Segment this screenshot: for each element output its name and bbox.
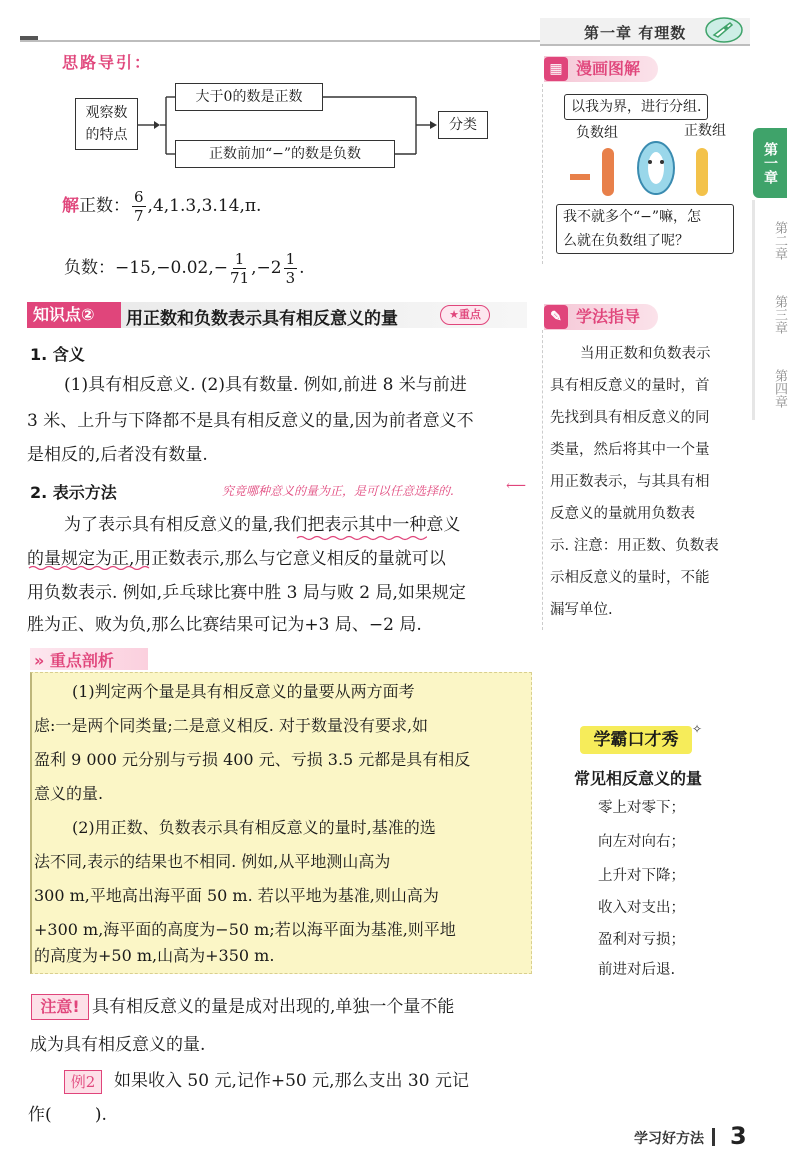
- knowledge-point-title: 用正数和负数表示具有相反意义的量: [126, 309, 398, 329]
- wavy-underline: [27, 530, 427, 570]
- analysis-line-5: (2)用正数、负数表示具有相反意义的量时,基准的选: [72, 818, 436, 837]
- sparkle-icon: ✧: [692, 722, 703, 736]
- example-line-1: 如果收入 50 元,记作+50 元,那么支出 30 元记: [114, 1071, 469, 1091]
- pair-item-1: 零上对零下；: [598, 800, 685, 816]
- fraction-6-7: [132, 188, 146, 225]
- tab-chapter-4[interactable]: 第四章: [772, 368, 787, 408]
- study-method-line-1: 当用正数和负数表示: [580, 346, 711, 362]
- knowledge-point-badge: 知识点②: [27, 302, 121, 328]
- fraction-1-71: [230, 250, 249, 287]
- observe-box: 观察数 的特点: [75, 98, 138, 150]
- fraction-1-3: [284, 250, 298, 287]
- xueba-tag: 学霸口才秀: [580, 726, 692, 754]
- comic-bubble-top: 以我为界，进行分组.: [564, 94, 708, 120]
- study-method-line-7: 示. 注意：用正数、负数表: [550, 538, 719, 554]
- study-method-line-6: 反意义的量就用负数表: [550, 506, 695, 522]
- analysis-line-7: 300 m,平地高出海平面 50 m. 若以平地为基准,则山高为: [34, 886, 439, 905]
- chapter-title: 第一章 有理数: [584, 24, 687, 42]
- method-heading: 2. 表示方法: [30, 483, 117, 502]
- positive-group-label: 正数组: [684, 123, 726, 139]
- analysis-label-text: 重点剖析: [49, 651, 114, 670]
- example-line-2: 作( ).: [28, 1105, 107, 1125]
- analysis-line-3: 盈利 9 000 元分别与亏损 400 元、亏损 3.5 元都是具有相反: [34, 750, 471, 769]
- frac2-num: 1: [234, 250, 245, 268]
- comic-figures: [566, 140, 726, 198]
- comic-bubble-bottom: 我不就多个“−”嘛，怎 么就在负数组了呢？: [556, 204, 734, 254]
- positive-rest: ,4,1.3,3.14,π.: [147, 196, 262, 216]
- double-chevron-icon: »: [34, 651, 45, 670]
- frac3-num: 1: [285, 250, 296, 268]
- analysis-line-9: 的高度为+50 m,山高为+350 m.: [34, 946, 275, 965]
- meaning-line-2: 3 米、上升与下降都不是具有相反意义的量,因为前者意义不: [27, 411, 474, 431]
- solution-negative: [64, 250, 305, 287]
- analysis-box: [30, 672, 532, 974]
- page-number: 3: [730, 1122, 747, 1150]
- method-line-3: 用负数表示. 例如,乒乓球比赛中胜 3 局与败 2 局,如果规定: [27, 583, 466, 603]
- analysis-line-4: 意义的量.: [34, 784, 104, 803]
- frac2-den: 71: [230, 269, 250, 287]
- tab-chapter-2[interactable]: 第二章: [772, 220, 787, 260]
- tab-chapter-3[interactable]: 第三章: [772, 294, 787, 334]
- solution-positive: [62, 188, 261, 225]
- study-method-line-5: 用正数表示，与其具有相: [550, 474, 710, 490]
- meaning-heading: 1. 含义: [30, 345, 85, 364]
- chapter-tabs-divider: [752, 200, 755, 420]
- example-badge: 例2: [64, 1070, 102, 1094]
- pair-item-2: 向左对向右；: [598, 834, 685, 850]
- footer-separator: [712, 1128, 715, 1146]
- positive-rule-box: 大于0的数是正数: [175, 83, 323, 111]
- analysis-line-8: +300 m,海平面的高度为−50 m;若以海平面为基准,则平地: [34, 920, 456, 939]
- header-rule: [20, 40, 540, 42]
- guide-title: 思路导引：: [62, 53, 153, 72]
- pencil-icon: ✎: [544, 305, 568, 329]
- method-line-2: 的量规定为正,用正数表示,那么与它意义相反的量就可以: [27, 549, 446, 569]
- negative-prefix: 负数：−15,−0.02,−: [64, 258, 229, 278]
- pair-item-3: 上升对下降；: [598, 868, 685, 884]
- comic-tag: 漫画图解: [544, 56, 658, 82]
- frac1-den: 7: [134, 207, 144, 225]
- meaning-line-3: 是相反的,后者没有数量.: [27, 445, 208, 465]
- frac3-den: 3: [285, 269, 296, 287]
- analysis-line-1: (1)判定两个量是具有相反意义的量要从两方面考: [72, 682, 415, 701]
- frac1-num: 6: [134, 188, 144, 206]
- analysis-line-2: 虑:一是两个同类量;二是意义相反. 对于数量没有要求,如: [34, 716, 429, 735]
- study-method-line-8: 示相反意义的量时，不能: [550, 570, 710, 586]
- footer-label: 学习好方法: [634, 1131, 704, 1147]
- study-method-line-4: 类量，然后将其中一个量: [550, 442, 710, 458]
- solution-label: 解: [62, 196, 79, 216]
- method-line-4: 胜为正、败为负,那么比赛结果可记为+3 局、−2 局.: [27, 615, 422, 635]
- study-method-tag: 学法指导: [544, 304, 658, 330]
- pair-item-5: 盈利对亏损；: [598, 932, 685, 948]
- pair-item-4: 收入对支出；: [598, 900, 685, 916]
- study-method-line-9: 漏写单位.: [550, 602, 613, 618]
- rocket-icon: [700, 15, 744, 45]
- meaning-line-1: (1)具有相反意义. (2)具有数量. 例如,前进 8 米与前进: [64, 375, 467, 395]
- grid-icon: ▦: [544, 57, 568, 81]
- classify-box: 分类: [438, 111, 488, 139]
- analysis-label: [34, 648, 114, 671]
- method-handwritten-note: 究竟哪种意义的量为正，是可以任意选择的.: [222, 484, 454, 498]
- negative-rule-box: 正数前加“−”的数是负数: [175, 140, 395, 168]
- method-line-1: 为了表示具有相反意义的量,我们把表示其中一种意义: [64, 515, 461, 535]
- study-method-line-2: 具有相反意义的量时，首: [550, 378, 710, 394]
- key-point-star-badge: ★重点: [440, 305, 490, 325]
- common-pairs-title: 常见相反意义的量: [574, 769, 703, 788]
- neg-mid: ,−2: [251, 258, 282, 278]
- guide-connectors: [138, 90, 438, 160]
- analysis-line-6: 法不同,表示的结果也不相同. 例如,从平地测山高为: [34, 852, 391, 871]
- neg-end: .: [299, 258, 305, 278]
- note-line-1: 具有相反意义的量是成对出现的,单独一个量不能: [92, 997, 455, 1017]
- positive-prefix: 正数：: [79, 196, 130, 216]
- note-line-2: 成为具有相反意义的量.: [30, 1035, 206, 1055]
- arrow-left-icon: ⟵: [506, 478, 527, 494]
- study-method-line-3: 先找到具有相反意义的同: [550, 410, 710, 426]
- tab-chapter-1[interactable]: 第一章: [753, 128, 787, 198]
- negative-group-label: 负数组: [576, 125, 618, 141]
- pair-item-6: 前进对后退.: [598, 962, 676, 978]
- note-badge: 注意!: [31, 994, 89, 1020]
